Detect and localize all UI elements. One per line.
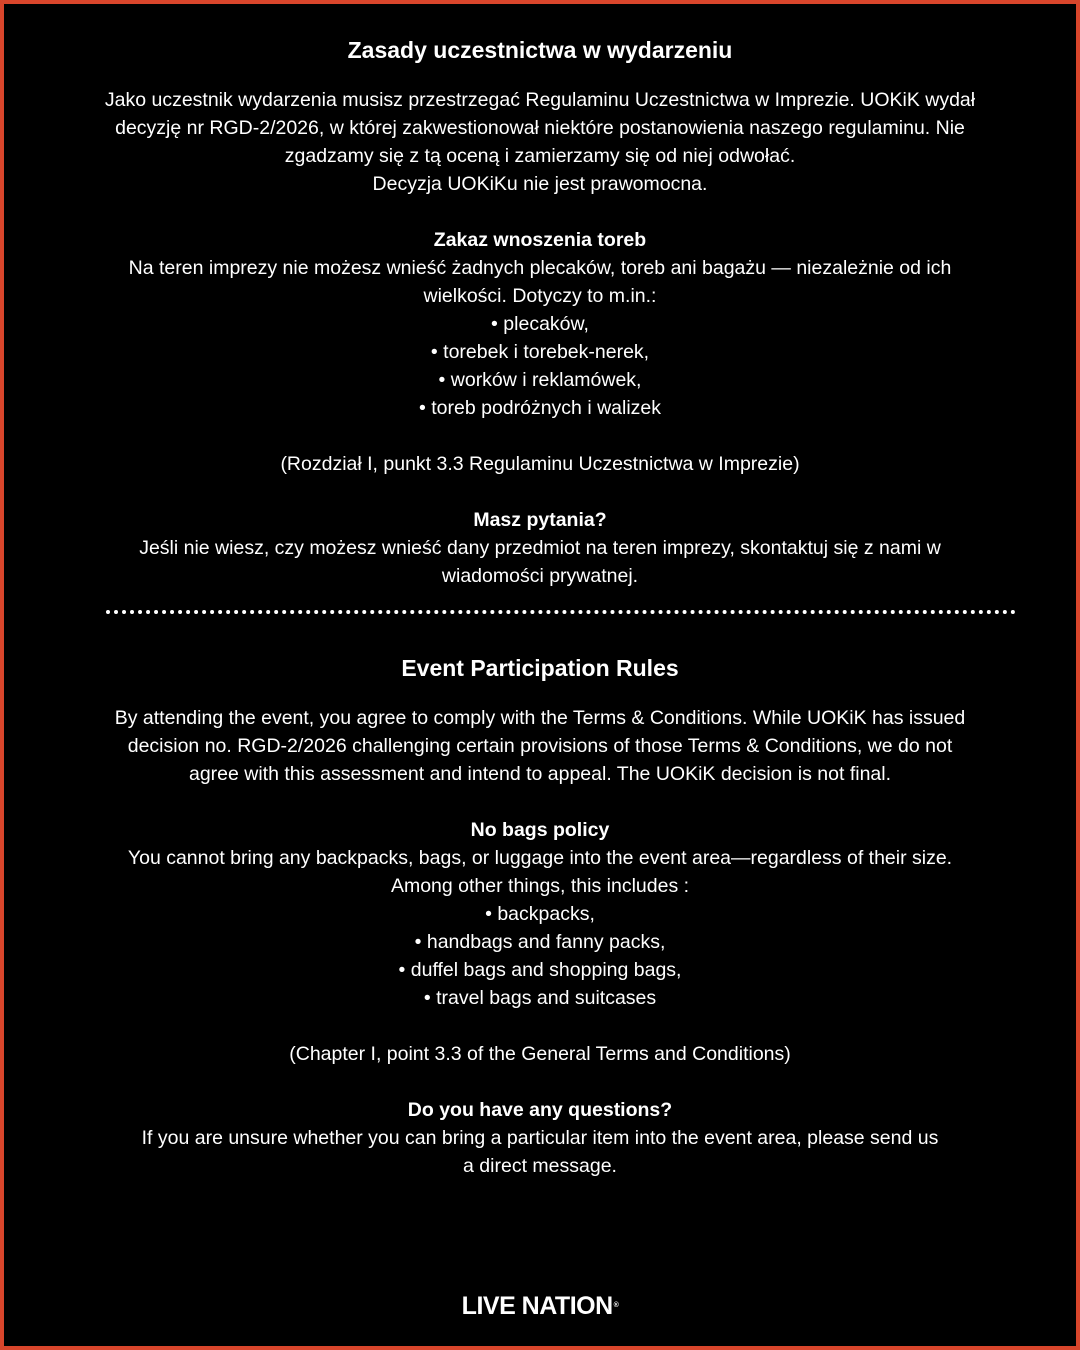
english-title: Event Participation Rules	[401, 655, 679, 681]
english-bags-list	[64, 900, 1016, 1012]
list-item: • travel bags and suitcases	[423, 987, 657, 1009]
polish-intro	[64, 86, 1016, 198]
english-questions-line: If you are unsure whether you can bring a particular item into the event area, please send us	[141, 1127, 939, 1149]
english-intro	[64, 704, 1016, 788]
english-intro-line: decision no. RGD-2/2026 challenging certain provisions of those Terms & Conditions, we do not	[127, 735, 953, 757]
polish-questions-line: wiadomości prywatnej.	[441, 565, 639, 587]
polish-bags-heading: Zakaz wnoszenia toreb	[433, 229, 647, 251]
polish-intro-line: decyzję nr RGD-2/2026, w której zakwestionował niektóre postanowienia naszego regulaminu. Nie	[115, 117, 965, 139]
polish-section	[64, 30, 1016, 590]
live-nation-logo	[4, 1290, 1076, 1322]
english-questions-line: a direct message.	[463, 1155, 617, 1177]
polish-questions-line: Jeśli nie wiesz, czy możesz wnieść dany przedmiot na teren imprezy, skontaktuj się z nami w	[139, 537, 941, 559]
polish-bags-text-line: wielkości. Dotyczy to m.in.:	[423, 285, 657, 307]
list-item: • worków i reklamówek,	[438, 369, 642, 391]
polish-questions-heading: Masz pytania?	[473, 509, 607, 531]
list-item: • duffel bags and shopping bags,	[398, 959, 682, 981]
rules-content	[64, 30, 1016, 1180]
polish-bags-text-line: Na teren imprezy nie możesz wnieść żadnych plecaków, toreb ani bagażu — niezależnie od ich	[128, 257, 952, 279]
list-item: • backpacks,	[485, 903, 595, 925]
english-bags-text-line: You cannot bring any backpacks, bags, or luggage into the event area—regardless of their size.	[127, 847, 953, 869]
english-section	[64, 648, 1016, 1180]
polish-bags-list	[64, 310, 1016, 422]
list-item: • plecaków,	[491, 313, 589, 335]
logo-text: LIVE NATION	[461, 1292, 613, 1320]
english-questions-heading: Do you have any questions?	[407, 1099, 673, 1121]
english-bags-text-line: Among other things, this includes :	[390, 875, 690, 897]
list-item: • toreb podróżnych i walizek	[418, 397, 662, 419]
polish-intro-line: Jako uczestnik wydarzenia musisz przestrzegać Regulaminu Uczestnictwa w Imprezie. UOKiK wydał	[104, 89, 976, 111]
list-item: • torebek i torebek-nerek,	[430, 341, 650, 363]
polish-intro-line: Decyzja UOKiKu nie jest prawomocna.	[372, 173, 708, 195]
list-item: • handbags and fanny packs,	[414, 931, 666, 953]
section-divider	[106, 610, 1016, 614]
polish-title: Zasady uczestnictwa w wydarzeniu	[347, 37, 733, 63]
english-reference: (Chapter I, point 3.3 of the General Terms and Conditions)	[289, 1043, 791, 1065]
registered-mark: ®	[613, 1302, 619, 1309]
polish-intro-line: zgadzamy się z tą oceną i zamierzamy się od niej odwołać.	[284, 145, 796, 167]
english-intro-line: agree with this assessment and intend to appeal. The UOKiK decision is not final.	[188, 763, 892, 785]
polish-reference: (Rozdział I, punkt 3.3 Regulaminu Uczestnictwa w Imprezie)	[280, 453, 800, 475]
english-intro-line: By attending the event, you agree to comply with the Terms & Conditions. While UOKiK has issued	[114, 707, 966, 729]
english-bags-heading: No bags policy	[470, 819, 610, 841]
